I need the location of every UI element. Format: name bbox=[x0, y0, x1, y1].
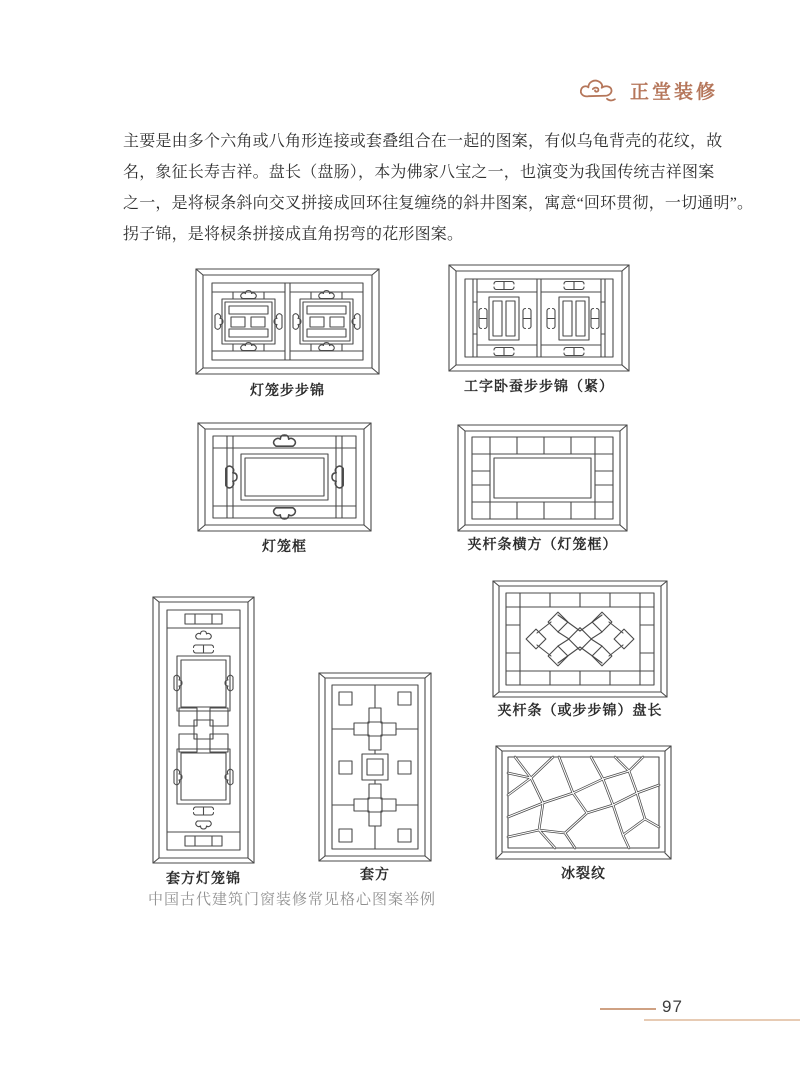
panchang-drawing bbox=[492, 580, 668, 698]
figure-label: 工字卧蚕步步锦（紧） bbox=[464, 380, 614, 395]
taofang-drawing bbox=[318, 672, 432, 862]
ice-crack-drawing bbox=[495, 745, 672, 860]
figure-label: 套方 bbox=[360, 868, 390, 883]
figure-gongzi-bubujin bbox=[448, 264, 630, 395]
figure-label: 夹杆条横方（灯笼框） bbox=[467, 538, 618, 553]
figure-jiagan-hengfang bbox=[457, 424, 628, 553]
auspicious-cloud-icon bbox=[576, 76, 622, 104]
figure-label: 灯笼框 bbox=[262, 540, 307, 555]
gongzi-bubujin-drawing bbox=[448, 264, 630, 372]
section-title: 正堂装修 bbox=[630, 81, 719, 103]
jiagan-hengfang-drawing bbox=[457, 424, 628, 532]
figure-panchang bbox=[492, 580, 668, 719]
figure-label: 冰裂纹 bbox=[561, 867, 606, 882]
figure-lantern-frame bbox=[197, 422, 372, 555]
body-paragraph bbox=[123, 126, 754, 250]
figure-lantern-bubujin bbox=[195, 268, 380, 399]
paragraph-line: 之一，是将棂条斜向交叉拼接成回环往复缠绕的斜井图案，寓意“回环贯彻，一切通明”。 bbox=[123, 195, 754, 212]
figure-caption: 中国古代建筑门窗装修常见格心图案举例 bbox=[148, 891, 437, 908]
figure-taofang bbox=[318, 672, 432, 883]
figure-label: 灯笼步步锦 bbox=[250, 384, 325, 399]
figure-ice-crack bbox=[495, 745, 672, 882]
paragraph-line: 名，象征长寿吉祥。盘长（盘肠），本为佛家八宝之一，也演变为我国传统吉祥图案 bbox=[123, 164, 715, 181]
figure-label: 夹杆条（或步步锦）盘长 bbox=[497, 704, 663, 719]
taofang-lantern-drawing bbox=[152, 596, 255, 864]
figure-label: 套方灯笼锦 bbox=[166, 872, 241, 887]
lantern-frame-drawing bbox=[197, 422, 372, 532]
footer-rule-short bbox=[600, 1008, 656, 1010]
paragraph-line: 主要是由多个六角或八角形连接或套叠组合在一起的图案，有似乌龟背壳的花纹，故 bbox=[123, 133, 723, 150]
chapter-header bbox=[576, 76, 718, 104]
paragraph-line: 拐子锦，是将棂条拼接成直角拐弯的花形图案。 bbox=[123, 226, 464, 243]
page-number: 97 bbox=[662, 997, 683, 1016]
lantern-bubujin-drawing bbox=[195, 268, 380, 375]
footer-rule-long bbox=[644, 1019, 800, 1021]
figure-taofang-lantern bbox=[152, 596, 255, 887]
